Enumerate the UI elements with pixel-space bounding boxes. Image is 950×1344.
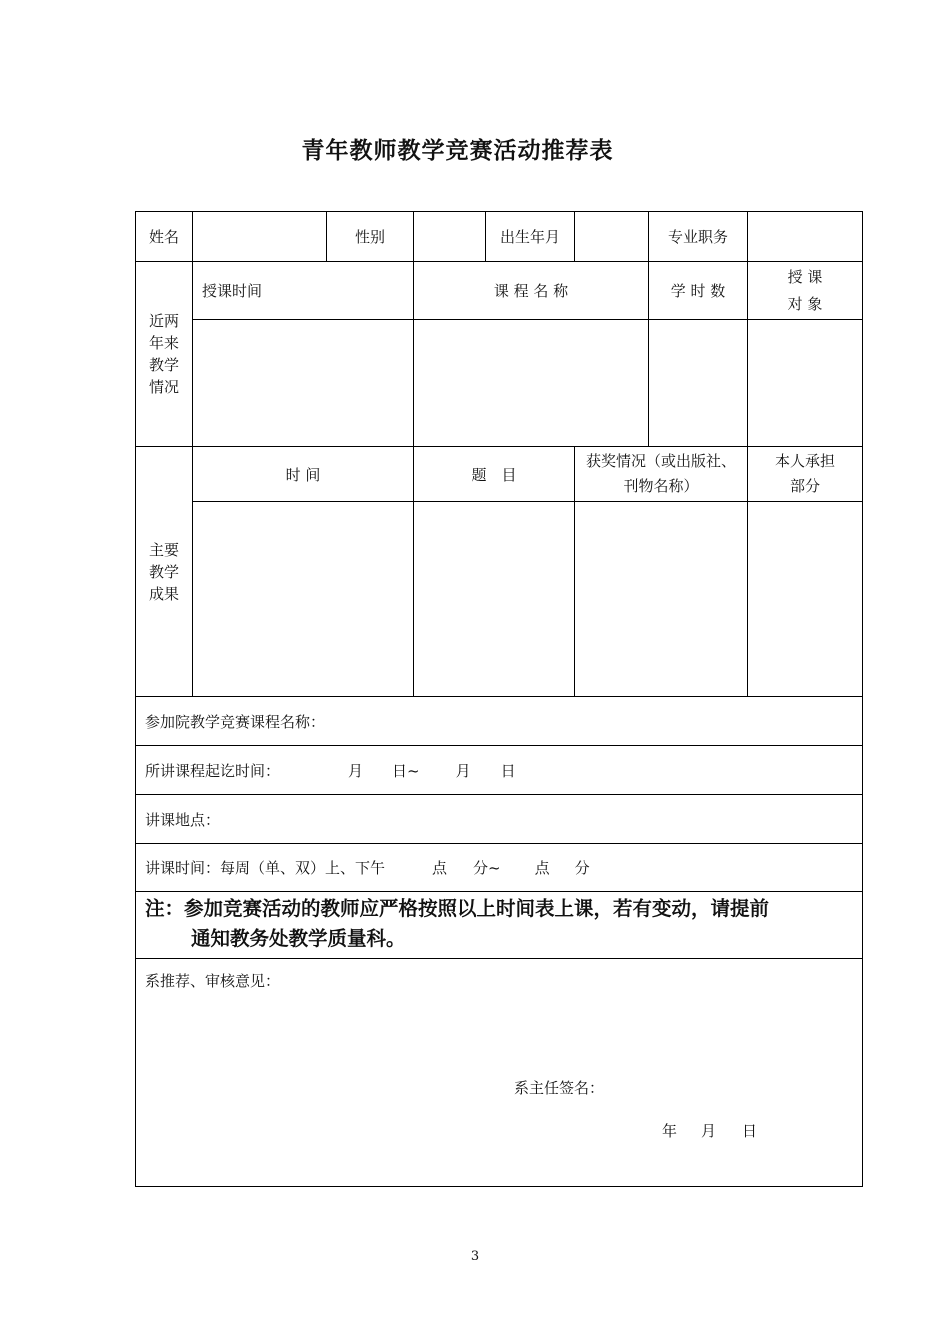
teaching-time-field[interactable]: [193, 320, 414, 447]
teaching-section-line: 年来: [148, 334, 179, 352]
course-period-field[interactable]: [136, 746, 863, 795]
name-field[interactable]: [193, 212, 327, 262]
teaching-section-line: 情况: [148, 378, 179, 396]
target-audience-line: 授 课: [787, 267, 823, 286]
teaching-section-label: [136, 262, 193, 447]
teaching-entry-row: [136, 320, 863, 447]
professional-title-field[interactable]: [748, 212, 863, 262]
recommendation-form: [135, 211, 863, 1187]
location-field[interactable]: 讲课地点：: [136, 795, 863, 844]
review-day-label: 日: [742, 1122, 758, 1140]
review-row: [136, 959, 863, 1187]
page-title: 青年教师教学竞赛活动推荐表: [301, 137, 614, 164]
end-day-label: 日: [500, 761, 516, 780]
review-month-label: 月: [701, 1122, 717, 1140]
award-header: [575, 447, 748, 502]
achievements-section-line: 教学: [148, 562, 179, 581]
award-header-line: 刊物名称）: [623, 477, 699, 495]
name-label: 姓名: [136, 212, 193, 262]
teaching-time-header: 授课时间: [193, 262, 414, 320]
teaching-section-line: 近两: [148, 312, 179, 330]
own-part-header: [748, 447, 863, 502]
course-period-label: 所讲课程起讫时间：: [145, 761, 281, 780]
course-name-header: 课 程 名 称: [414, 262, 649, 320]
target-audience-line: 对 象: [787, 294, 823, 313]
achievements-entry-row: [136, 502, 863, 697]
end-hour-label: 点: [534, 859, 550, 877]
start-minute-label: 分~: [473, 859, 501, 877]
achievement-topic-header: 题 目: [414, 447, 575, 502]
birth-field[interactable]: [575, 212, 649, 262]
review-label: 系推荐、审核意见：: [145, 972, 281, 990]
teaching-section-line: 教学: [148, 356, 179, 374]
achievements-section-label: [136, 447, 193, 697]
note-line-1: 注：参加竞赛活动的教师应严格按照以上时间表上课，若有变动，请提前: [145, 897, 770, 920]
review-date: [662, 1120, 757, 1141]
hours-header: 学 时 数: [649, 262, 748, 320]
competition-course-row: [136, 697, 863, 746]
schedule-label: 讲课时间：每周（单、双）上、下午: [145, 859, 386, 877]
gender-field[interactable]: [414, 212, 486, 262]
achievement-time-field[interactable]: [193, 502, 414, 697]
end-month-label: 月: [455, 761, 471, 780]
target-audience-field[interactable]: [748, 320, 863, 447]
note-cell: [136, 892, 863, 959]
achievements-section-line: 主要: [148, 540, 179, 559]
start-day-label: 日~: [392, 761, 420, 780]
director-signature-label: 系主任签名：: [514, 1079, 605, 1097]
award-field[interactable]: [575, 502, 748, 697]
page-number: 3: [470, 1249, 480, 1264]
achievements-header-row: [136, 447, 863, 502]
professional-title-label: 专业职务: [649, 212, 748, 262]
schedule-row: [136, 844, 863, 892]
review-year-label: 年: [662, 1122, 678, 1140]
course-period-row: [136, 746, 863, 795]
own-part-line: 部分: [789, 477, 820, 495]
birth-label: 出生年月: [486, 212, 575, 262]
achievement-topic-field[interactable]: [414, 502, 575, 697]
teaching-header-row: [136, 262, 863, 320]
award-header-line: 获奖情况（或出版社、: [585, 452, 736, 470]
start-hour-label: 点: [432, 859, 448, 877]
own-part-line: 本人承担: [774, 452, 835, 470]
review-field[interactable]: [136, 959, 863, 1187]
gender-label: 性别: [327, 212, 414, 262]
basic-info-row: [136, 212, 863, 262]
competition-course-field[interactable]: 参加院教学竞赛课程名称：: [136, 697, 863, 746]
hours-field[interactable]: [649, 320, 748, 447]
end-minute-label: 分: [574, 859, 590, 877]
achievement-time-header: 时 间: [193, 447, 414, 502]
schedule-field[interactable]: [136, 844, 863, 892]
start-month-label: 月: [348, 761, 364, 780]
note-row: [136, 892, 863, 959]
location-row: [136, 795, 863, 844]
note-line-2: 通知教务处教学质量科。: [191, 927, 406, 950]
own-part-field[interactable]: [748, 502, 863, 697]
achievements-section-line: 成果: [148, 584, 179, 603]
target-audience-header: [748, 262, 863, 320]
course-name-field[interactable]: [414, 320, 649, 447]
